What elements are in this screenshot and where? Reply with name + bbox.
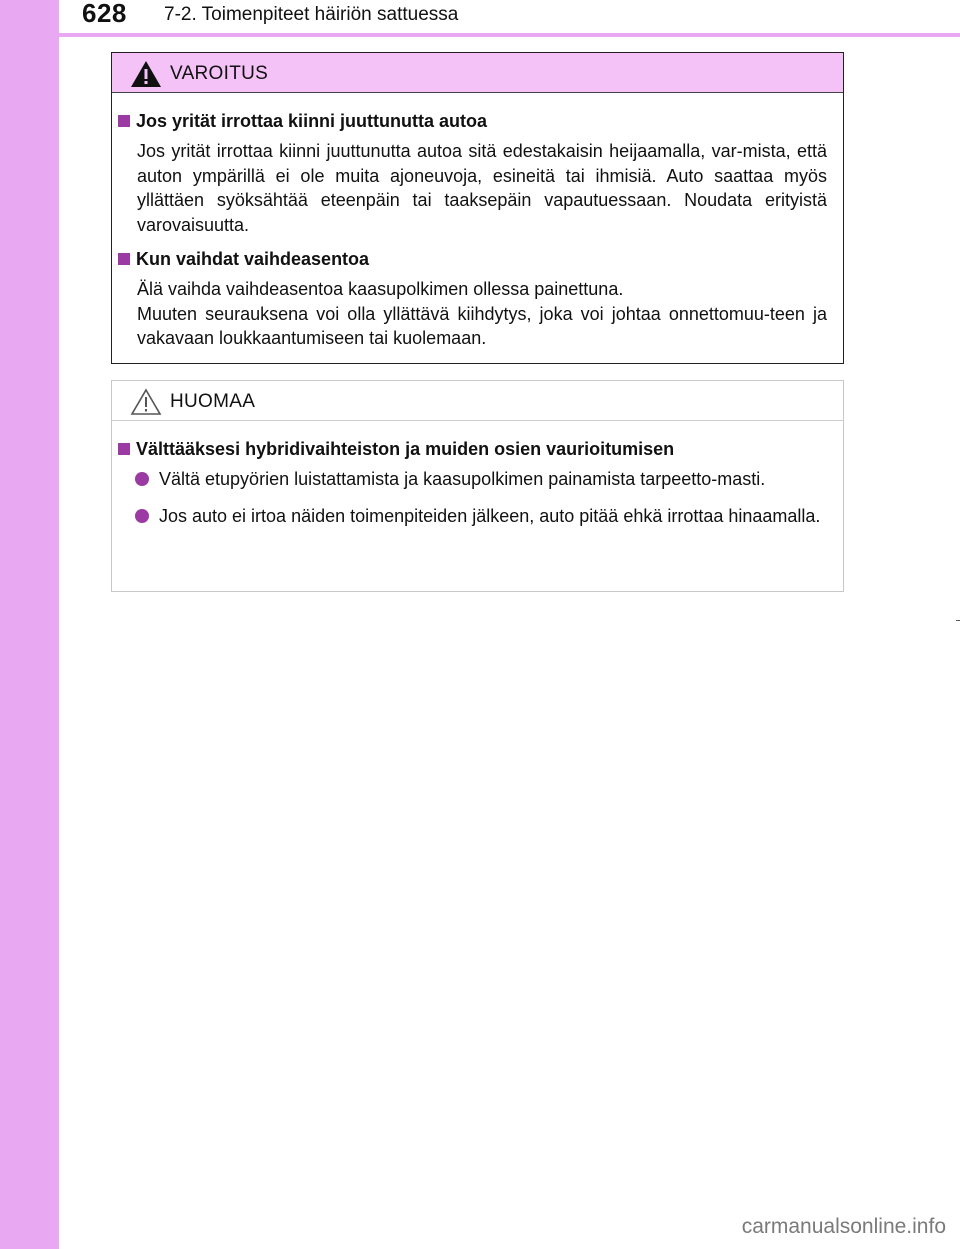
notice-box [111, 380, 844, 592]
header-rule [59, 33, 960, 37]
notice-body [112, 421, 843, 528]
warning-label: VAROITUS [170, 63, 269, 84]
warning-paragraph: Älä vaihda vaihdeasentoa kaasupolkimen ollessa painettuna. [137, 279, 624, 299]
notice-header [112, 381, 843, 421]
warning-body [112, 93, 843, 351]
section-title: 7-2. Toimenpiteet häiriön sattuessa [164, 4, 459, 25]
notice-bullet-item: Jos auto ei irtoa näiden toimenpiteiden jälkeen, auto pitää ehkä irrottaa hinaamalla. [112, 504, 827, 529]
square-bullet-icon [118, 115, 130, 127]
square-bullet-icon [118, 443, 130, 455]
side-color-band [0, 0, 59, 1249]
round-bullet-icon [135, 509, 149, 523]
warning-item-heading: Jos yrität irrottaa kiinni juuttunutta autoa [112, 109, 827, 133]
warning-header [112, 53, 843, 93]
warning-triangle-icon [130, 60, 162, 88]
warning-item-heading: Kun vaihdat vaihdeasentoa [112, 247, 827, 271]
square-bullet-icon [118, 253, 130, 265]
caution-triangle-outline-icon [130, 388, 162, 416]
edge-mark [956, 620, 960, 621]
notice-bullet-item: Vältä etupyörien luistattamista ja kaasupolkimen painamista tarpeetto-masti. [112, 467, 827, 492]
footer-watermark: carmanualsonline.info [741, 1215, 946, 1238]
notice-label: HUOMAA [170, 391, 256, 412]
warning-box [111, 52, 844, 364]
notice-heading: Välttääksesi hybridivaihteiston ja muiden osien vaurioitumisen [112, 437, 827, 461]
warning-paragraph: Muuten seurauksena voi olla yllättävä kiihdytys, joka voi johtaa onnettomuu-teen ja vakavaan loukkaantumiseen tai kuolemaan. [137, 303, 827, 348]
round-bullet-icon [135, 472, 149, 486]
page-number: 628 [82, 0, 127, 28]
warning-paragraph: Jos yrität irrottaa kiinni juuttunutta autoa sitä edestakaisin heijaamalla, var-mista, että auton ympärillä ei ole muita ajoneuvoja, esineitä tai ihmisiä. Auto saattaa myös yllättäen syöksähtää eteenpäin tai taaksepäin vapautuessaan. Noudata erityistä varovaisuutta. [137, 141, 827, 235]
